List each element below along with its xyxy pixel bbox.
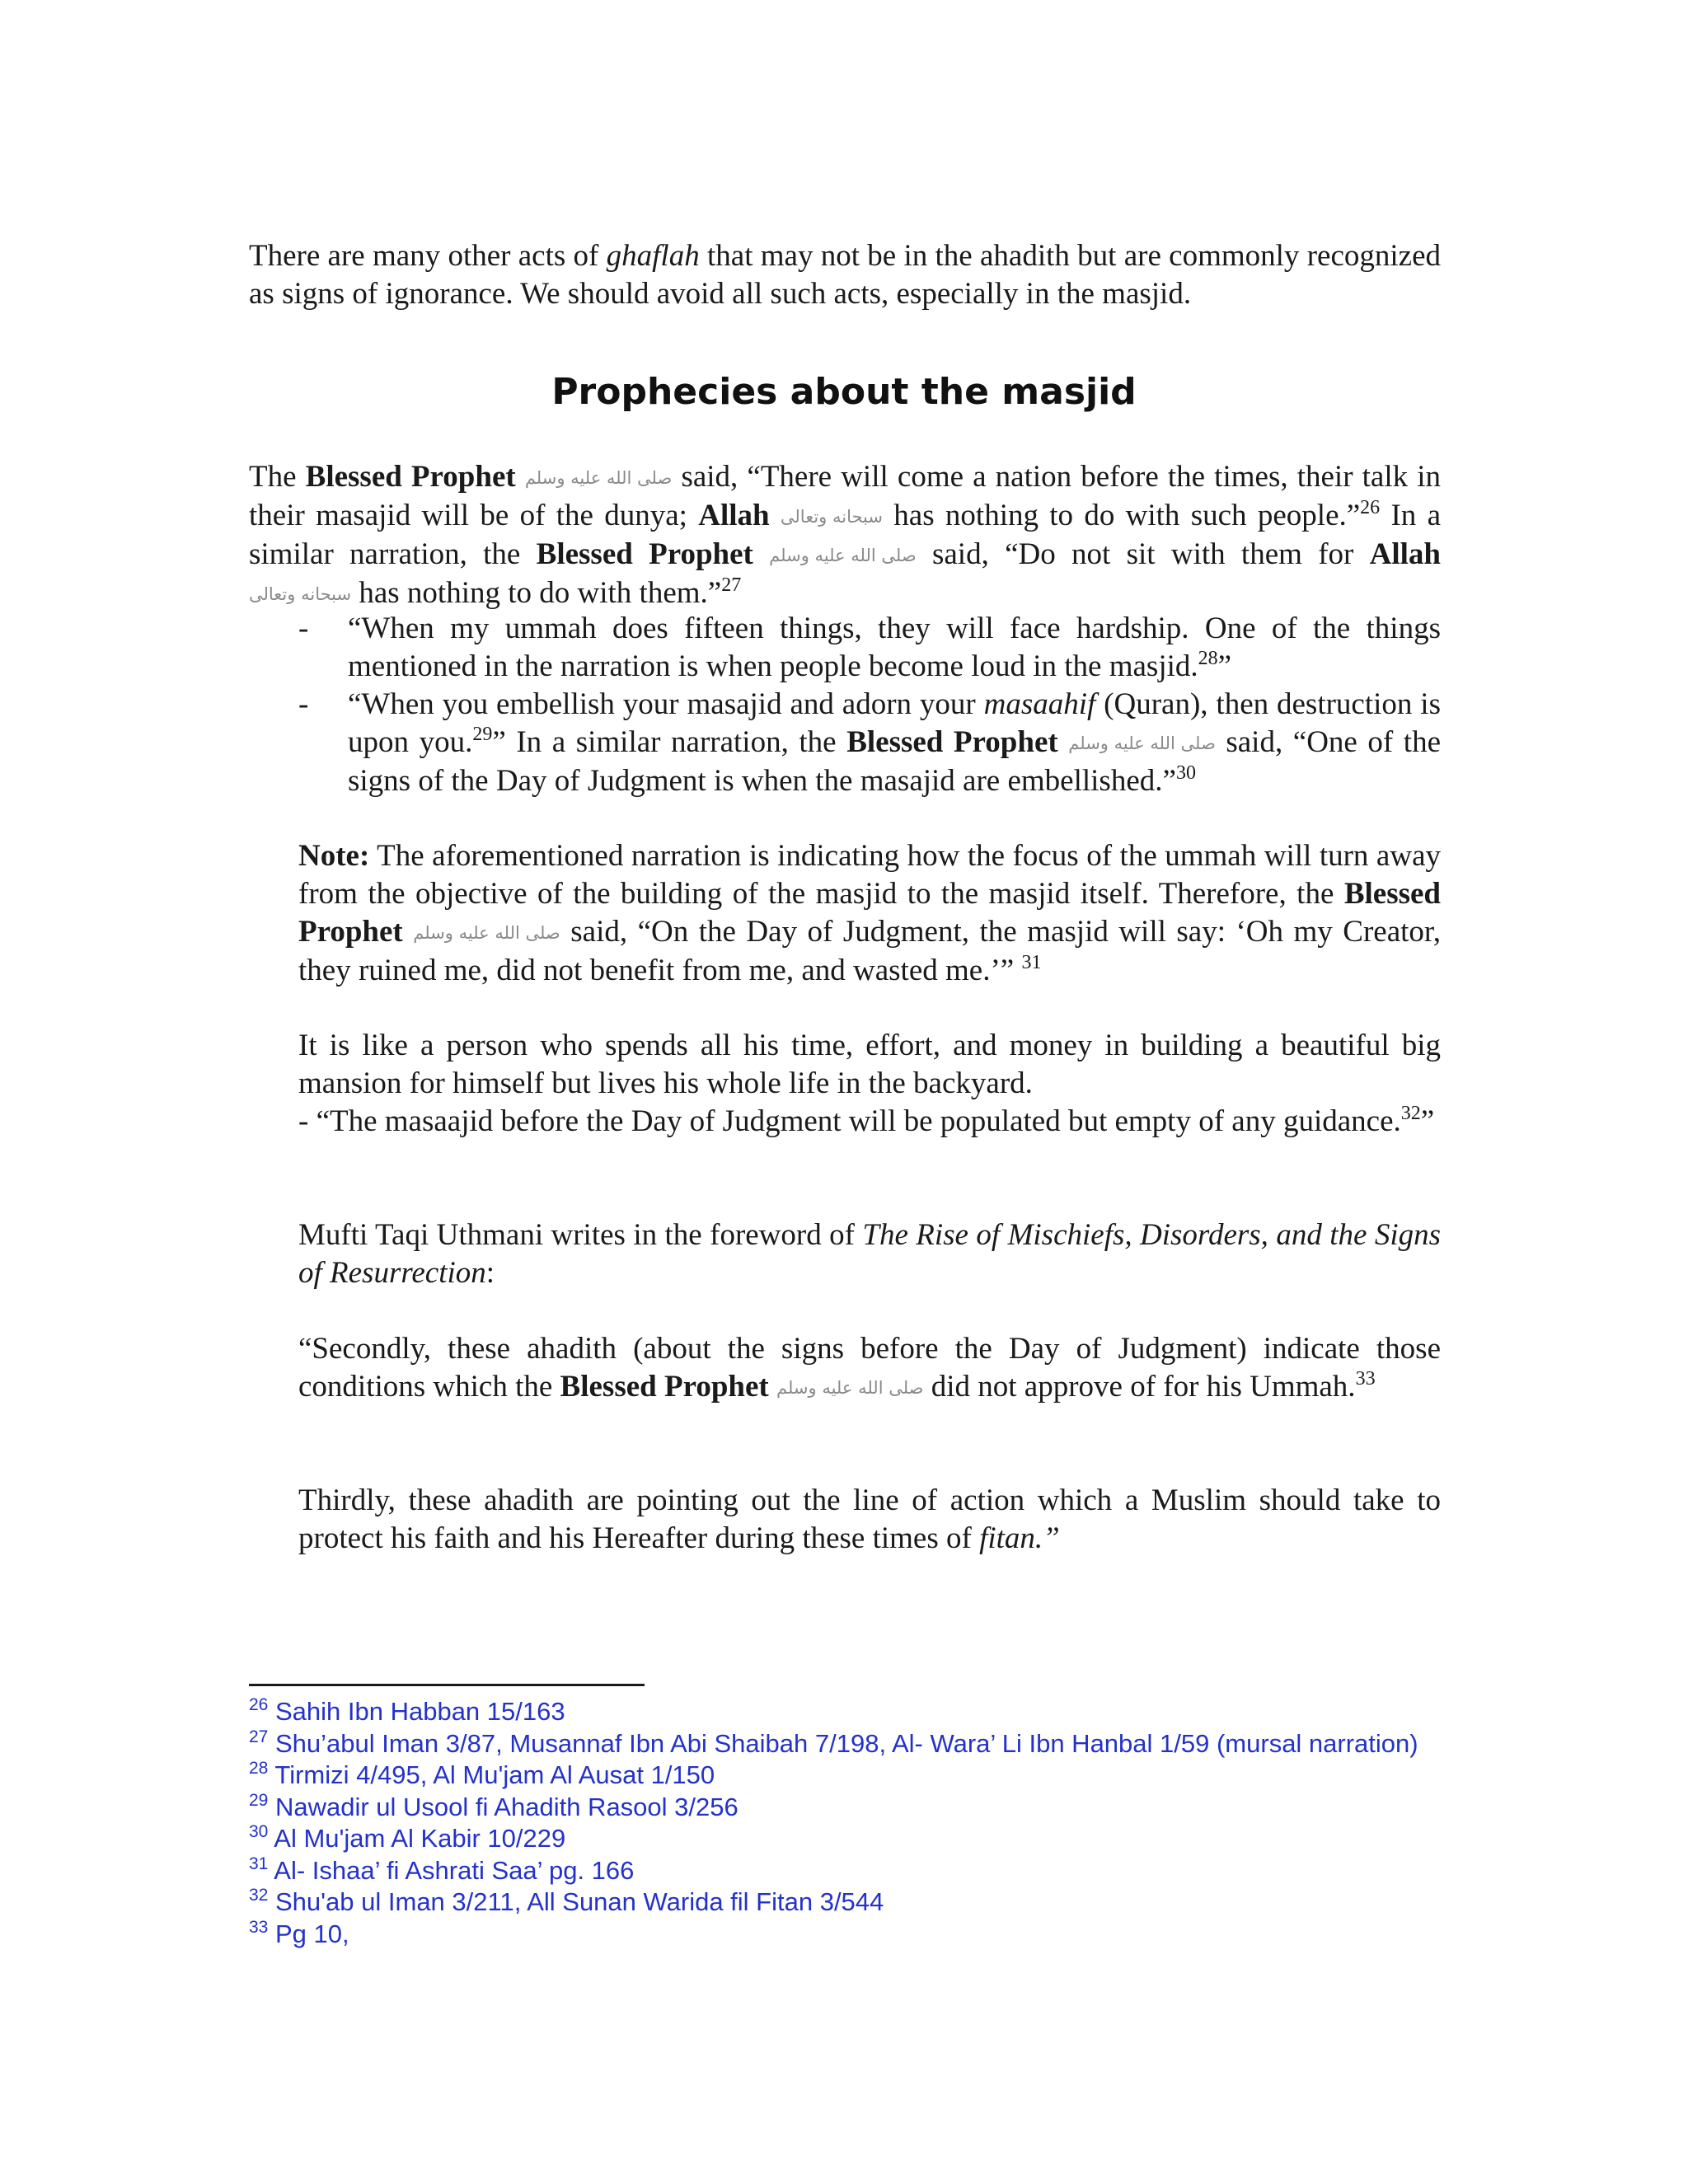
text-run: said, “One of the signs of the Day of Judgment is when the masajid are embellished.” xyxy=(348,725,1442,798)
footnote-number: 33 xyxy=(249,1917,269,1937)
footnote-ref[interactable]: 28 xyxy=(1198,648,1218,669)
text-run: There are many other acts of xyxy=(249,239,607,273)
italic-term: fitan.” xyxy=(979,1521,1060,1555)
footnote-ref[interactable]: 32 xyxy=(1400,1103,1421,1124)
footnote-divider xyxy=(249,1684,645,1686)
footnote-ref[interactable]: 31 xyxy=(1021,952,1042,973)
footnote-text: Shu’abul Iman 3/87, Musannaf Ibn Abi Shaibah 7/198, Al- Wara’ Li Ibn Hanbal 1/59 (mursal narration) xyxy=(268,1728,1418,1758)
footnote-ref[interactable]: 33 xyxy=(1355,1368,1376,1390)
mufti-paragraph xyxy=(298,1216,1441,1292)
text-run: The xyxy=(249,460,306,494)
section-heading: Prophecies about the masjid xyxy=(551,371,1137,413)
footnote-item[interactable] xyxy=(249,1728,1441,1760)
footnote-text: Tirmizi 4/495, Al Mu'jam Al Ausat 1/150 xyxy=(268,1760,715,1789)
footnotes xyxy=(249,1696,1441,1950)
footnote-item[interactable] xyxy=(249,1792,1441,1824)
footnote-text: Al Mu'jam Al Kabir 10/229 xyxy=(268,1824,566,1853)
text-run: “When you embellish your masajid and adorn your xyxy=(348,687,984,721)
footnote-item[interactable] xyxy=(249,1760,1441,1792)
footnote-number: 31 xyxy=(249,1854,269,1873)
text-run: (Quran), then destruction is upon you. xyxy=(348,687,1441,759)
text-run: Mufti Taqi Uthmani writes in the foreword of xyxy=(298,1218,863,1252)
text-run: ” xyxy=(1420,1104,1435,1138)
text-run: “Secondly, these ahadith (about the signs before the Day of Judgment) indicate those conditions which the xyxy=(298,1332,1441,1404)
footnote-text: Al- Ishaa’ fi Ashrati Saa’ pg. 166 xyxy=(268,1855,635,1885)
footnote-item[interactable] xyxy=(249,1919,1441,1951)
footnote-number: 28 xyxy=(249,1759,269,1778)
italic-term: ghaflah xyxy=(606,239,700,273)
footnote-ref[interactable]: 30 xyxy=(1175,762,1196,784)
footnote-number: 27 xyxy=(249,1727,269,1746)
bold-term: Allah xyxy=(698,499,770,532)
bold-term: Blessed Prophet xyxy=(536,537,753,571)
footnote-number: 30 xyxy=(249,1822,269,1841)
salutation-glyph: سبحانه وتعالى xyxy=(249,584,352,604)
bullet-marker: - xyxy=(298,687,309,721)
quote-paragraph xyxy=(298,1482,1441,1558)
text-run: said, “On the Day of Judgment, the masjid will say: ‘Oh my Creator, they ruined me, did not benefit from me, and wasted me.’” xyxy=(298,915,1441,987)
bullet-item xyxy=(348,610,1441,686)
bold-term: Allah xyxy=(1369,537,1442,571)
text-run: has nothing to do with such people.” xyxy=(882,499,1361,532)
bullet-item xyxy=(298,1103,1441,1141)
book-title: The Rise of Mischiefs, Disorders, and the Signs of Resurrection xyxy=(298,1218,1442,1290)
footnote-ref[interactable]: 27 xyxy=(721,574,742,596)
bold-term: Blessed Prophet xyxy=(298,877,1441,949)
salutation-glyph: صلى الله عليه وسلم xyxy=(1068,733,1216,753)
footnote-ref[interactable]: 29 xyxy=(472,724,493,745)
footnote-number: 26 xyxy=(249,1695,269,1714)
bold-term: Blessed Prophet xyxy=(305,460,516,494)
footnote-number: 32 xyxy=(249,1886,269,1905)
italic-term: masaahif xyxy=(983,687,1096,721)
quote-paragraph xyxy=(298,1330,1441,1407)
mansion-paragraph: It is like a person who spends all his time, effort, and money in building a beautiful big mansion for himself but lives his whole life in the backyard. xyxy=(298,1029,1441,1100)
bold-term: Blessed Prophet xyxy=(846,725,1058,759)
text-run: ” In a similar narration, the xyxy=(492,725,847,759)
text-run: said, “Do not sit with them for xyxy=(916,537,1370,571)
bullet-marker: - xyxy=(298,612,309,645)
footnote-item[interactable] xyxy=(249,1886,1441,1919)
footnote-text: Sahih Ibn Habban 15/163 xyxy=(268,1697,565,1726)
footnote-item[interactable] xyxy=(249,1823,1441,1855)
footnote-number: 29 xyxy=(249,1790,269,1810)
salutation-glyph: سبحانه وتعالى xyxy=(780,507,883,527)
text-run: has nothing to do with them.” xyxy=(351,576,722,610)
text-run: The aforementioned narration is indicating how the focus of the ummah will turn away from the objective of the building of the masjid to the masjid itself. Therefore, the xyxy=(298,839,1441,911)
salutation-glyph: صلى الله عليه وسلم xyxy=(776,1378,924,1398)
text-run: In a similar narration, the xyxy=(249,499,1442,571)
footnote-text: Pg 10, xyxy=(268,1919,349,1948)
footnote-item[interactable] xyxy=(249,1696,1441,1728)
bullet-item xyxy=(348,686,1441,800)
text-run: “When my ummah does fifteen things, they will face hardship. One of the things mentioned in the narration is when people become loud in the masjid. xyxy=(348,612,1441,683)
footnote-item[interactable] xyxy=(249,1855,1441,1887)
text-run: said, “There will come a nation before the times, their talk in their masajid will be of the dunya; xyxy=(249,460,1442,532)
note-paragraph xyxy=(298,837,1441,990)
text-run: : xyxy=(485,1256,495,1290)
text-run: - “The masaajid before the Day of Judgment will be populated but empty of any guidance. xyxy=(298,1104,1401,1138)
salutation-glyph: صلى الله عليه وسلم xyxy=(769,546,917,565)
text-run: ” xyxy=(1217,649,1232,683)
intro-paragraph xyxy=(249,237,1441,313)
footnote-text: Shu'ab ul Iman 3/211, All Sunan Warida fil Fitan 3/544 xyxy=(268,1887,884,1916)
text-run: Thirdly, these ahadith are pointing out the line of action which a Muslim should take to protect his faith and his Hereafter during these times of xyxy=(298,1483,1441,1555)
note-label: Note: xyxy=(298,839,370,873)
salutation-glyph: صلى الله عليه وسلم xyxy=(413,923,560,943)
text-run: did not approve of for his Ummah. xyxy=(923,1370,1356,1404)
footnote-ref[interactable]: 26 xyxy=(1360,497,1381,518)
bold-term: Blessed Prophet xyxy=(560,1370,769,1404)
footnote-text: Nawadir ul Usool fi Ahadith Rasool 3/256 xyxy=(268,1792,738,1821)
salutation-glyph: صلى الله عليه وسلم xyxy=(524,468,673,488)
prophecy-paragraph xyxy=(249,458,1441,613)
text-run: that may not be in the ahadith but are commonly recognized as signs of ignorance. We should avoid all such acts, especially in the masjid. xyxy=(249,239,1441,311)
